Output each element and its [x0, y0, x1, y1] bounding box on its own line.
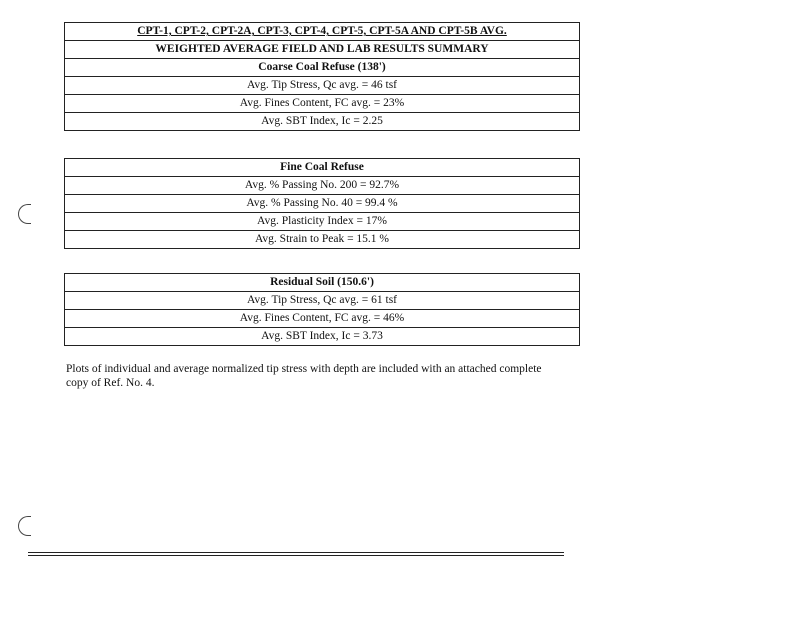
fine-strain-to-peak: Avg. Strain to Peak = 15.1 %	[65, 231, 580, 249]
coarse-coal-refuse-table	[64, 22, 580, 131]
fine-plasticity-index: Avg. Plasticity Index = 17%	[65, 213, 580, 231]
coarse-coal-heading: Coarse Coal Refuse (138')	[65, 59, 580, 77]
residual-tip-stress: Avg. Tip Stress, Qc avg. = 61 tsf	[65, 292, 580, 310]
fine-coal-refuse-table	[64, 158, 580, 249]
coarse-sbt-index: Avg. SBT Index, Ic = 2.25	[65, 113, 580, 131]
page-divider-line	[28, 555, 564, 556]
fine-coal-heading: Fine Coal Refuse	[280, 161, 364, 173]
residual-fines-content: Avg. Fines Content, FC avg. = 46%	[65, 310, 580, 328]
plots-note: Plots of individual and average normalized tip stress with depth are included with an attached complete copy of Ref. No. 4.	[66, 363, 542, 389]
fine-passing-200: Avg. % Passing No. 200 = 92.7%	[65, 177, 580, 195]
punch-hole-mark	[18, 204, 31, 224]
coarse-tip-stress: Avg. Tip Stress, Qc avg. = 46 tsf	[65, 77, 580, 95]
punch-hole-mark	[18, 516, 31, 536]
summary-title-line1: CPT-1, CPT-2, CPT-2A, CPT-3, CPT-4, CPT-5, CPT-5A AND CPT-5B AVG.	[137, 25, 507, 37]
fine-passing-40: Avg. % Passing No. 40 = 99.4 %	[65, 195, 580, 213]
coarse-fines-content: Avg. Fines Content, FC avg. = 23%	[65, 95, 580, 113]
residual-soil-heading: Residual Soil (150.6')	[270, 276, 374, 288]
page-divider-line	[28, 552, 564, 553]
residual-soil-table	[64, 273, 580, 346]
summary-title-line2: WEIGHTED AVERAGE FIELD AND LAB RESULTS SUMMARY	[65, 41, 580, 59]
residual-sbt-index: Avg. SBT Index, Ic = 3.73	[65, 328, 580, 346]
